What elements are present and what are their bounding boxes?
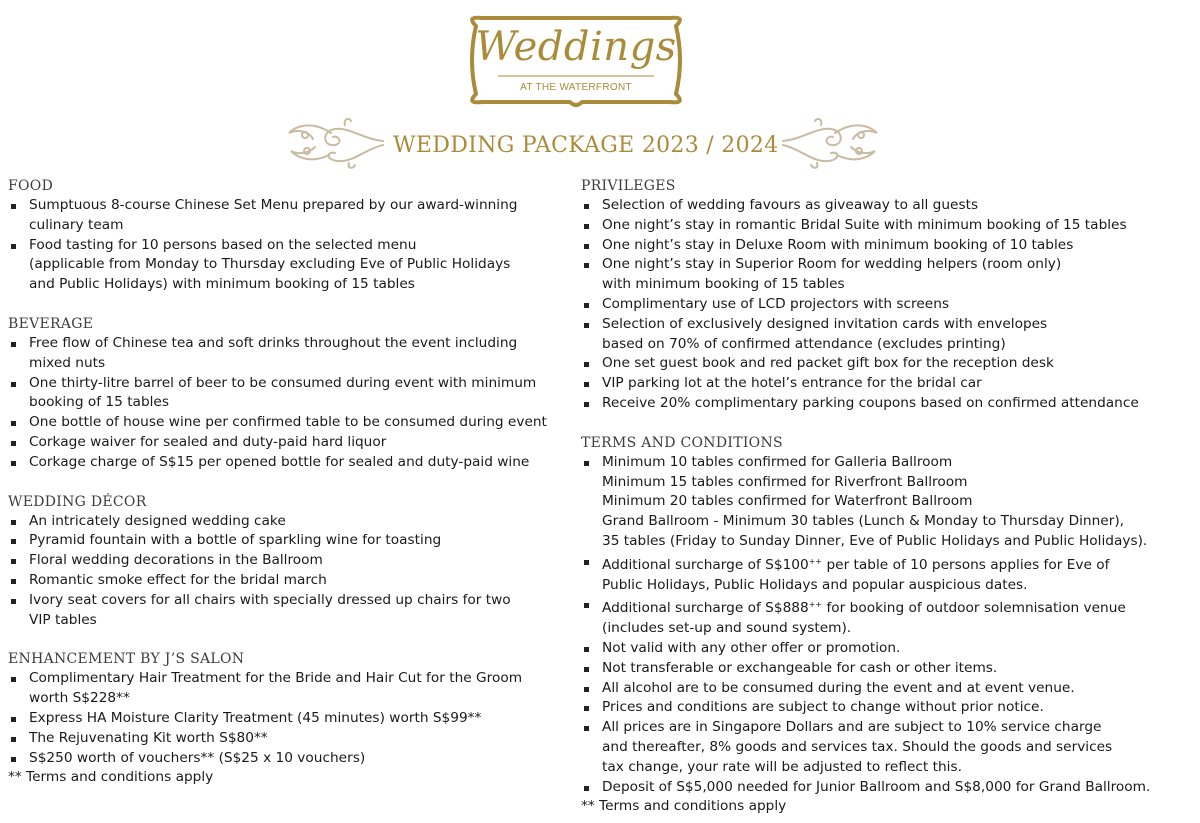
terms-note: ** Terms and conditions apply: [581, 798, 787, 815]
privileges-title: PRIVILEGES: [581, 178, 676, 194]
list-item: [581, 595, 1193, 639]
list-item: One night’s stay in romantic Bridal Suite with minimum booking of 15 tables: [581, 216, 1193, 236]
list-item: Pyramid fountain with a bottle of sparkling wine for toasting: [8, 531, 568, 551]
terms-section: [581, 433, 1193, 817]
beverage-section: [8, 314, 568, 473]
list-item: Corkage waiver for sealed and duty-paid hard liquor: [8, 433, 568, 453]
list-item: Prices and conditions are subject to change without prior notice.: [581, 698, 1193, 718]
list-item: One set guest book and red packet gift box for the reception desk: [581, 354, 1193, 374]
list-item: Deposit of S$5,000 needed for Junior Ballroom and S$8,000 for Grand Ballroom.: [581, 778, 1193, 798]
decor-section: [8, 492, 568, 631]
enhancement-note: ** Terms and conditions apply: [8, 769, 214, 786]
logo-subtitle: AT THE WATERFRONT: [520, 82, 632, 93]
beverage-title: BEVERAGE: [8, 315, 94, 332]
list-item: One thirty-litre barrel of beer to be consumed during event with minimum booking of 15 tables: [8, 374, 568, 414]
plus-plus-mark: ++: [808, 600, 823, 610]
enhancement-title: ENHANCEMENT BY J’S SALON: [8, 651, 245, 668]
list-item: Selection of wedding favours as giveaway to all guests: [581, 196, 1193, 216]
list-item: The Rejuvenating Kit worth S$80**: [8, 729, 568, 749]
list-item: Minimum 10 tables confirmed for Galleria Ballroom Minimum 15 tables confirmed for Riverfront Ballroom Minimum 20 tables confirmed for Waterfront Ballroom Grand Ballroom - Minimum 30 tables (Lunch & Monday to Thursday Dinner), 35 tables (Friday to Sunday Dinner, Eve of Public Holidays and Public Holidays).: [581, 453, 1193, 552]
list-item: Complimentary Hair Treatment for the Bride and Hair Cut for the Groom worth S$228**: [8, 669, 568, 709]
food-title: FOOD: [8, 178, 54, 194]
list-item: Selection of exclusively designed invitation cards with envelopes based on 70% of confirmed attendance (excludes printing): [581, 315, 1193, 355]
outdoor-surcharge-text: Additional surcharge of S$888: [602, 600, 809, 617]
list-item: Express HA Moisture Clarity Treatment (45 minutes) worth S$99**: [8, 709, 568, 729]
weddings-logo: [462, 12, 690, 108]
left-column: [8, 176, 568, 788]
list-item: Receive 20% complimentary parking coupons based on confirmed attendance: [581, 394, 1193, 414]
enhancement-section: [8, 649, 568, 788]
outdoor-surcharge-text: for booking of outdoor solemnisation venue (includes set-up and sound system).: [602, 600, 1126, 637]
list-item: Romantic smoke effect for the bridal march: [8, 571, 568, 591]
enhancement-list: [8, 669, 568, 768]
list-item: Not transferable or exchangeable for cash or other items.: [581, 659, 1193, 679]
beverage-list: [8, 334, 568, 473]
logo-script-text: Weddings: [475, 24, 677, 70]
food-section: [8, 176, 568, 295]
list-item: An intricately designed wedding cake: [8, 512, 568, 532]
list-item: Not valid with any other offer or promotion.: [581, 639, 1193, 659]
list-item: S$250 worth of vouchers** (S$25 x 10 vouchers): [8, 749, 568, 769]
list-item: Free flow of Chinese tea and soft drinks throughout the event including mixed nuts: [8, 334, 568, 374]
list-item: Complimentary use of LCD projectors with screens: [581, 295, 1193, 315]
surcharge-text: Additional surcharge of S$100: [602, 556, 809, 573]
list-item: One night’s stay in Superior Room for wedding helpers (room only) with minimum booking of 15 tables: [581, 255, 1193, 295]
ornamental-flourish-left-icon: [283, 115, 388, 170]
ornamental-flourish-right-icon: [778, 115, 883, 170]
package-title: WEDDING PACKAGE 2023 / 2024: [393, 133, 779, 158]
decor-title: WEDDING DÉCOR: [8, 493, 147, 510]
privileges-list: [581, 196, 1193, 414]
plus-plus-mark: ++: [808, 556, 823, 566]
terms-list: [581, 453, 1193, 798]
list-item: Sumptuous 8-course Chinese Set Menu prepared by our award-winning culinary team: [8, 196, 568, 236]
list-item: All alcohol are to be consumed during the event and at event venue.: [581, 679, 1193, 699]
list-item: One bottle of house wine per confirmed table to be consumed during event: [8, 413, 568, 433]
list-item: One night’s stay in Deluxe Room with minimum booking of 10 tables: [581, 236, 1193, 256]
terms-title: TERMS AND CONDITIONS: [581, 434, 783, 451]
privileges-section: [581, 176, 1193, 414]
list-item: Food tasting for 10 persons based on the selected menu (applicable from Monday to Thursday excluding Eve of Public Holidays and Public Holidays) with minimum booking of 15 tables: [8, 236, 568, 295]
food-list: [8, 196, 568, 295]
decor-list: [8, 512, 568, 631]
surcharge-text: per table of 10 persons applies for Eve of Public Holidays, Public Holidays and popular auspicious dates.: [602, 556, 1110, 593]
list-item: Ivory seat covers for all chairs with specially dressed up chairs for two VIP tables: [8, 591, 568, 631]
list-item: [581, 552, 1193, 596]
right-column: [581, 176, 1193, 817]
list-item: All prices are in Singapore Dollars and are subject to 10% service charge and thereafter, 8% goods and services tax. Should the goods and services tax change, your rate will be adjusted to reflect this.: [581, 718, 1193, 777]
list-item: Corkage charge of S$15 per opened bottle for sealed and duty-paid wine: [8, 453, 568, 473]
list-item: VIP parking lot at the hotel’s entrance for the bridal car: [581, 374, 1193, 394]
list-item: Floral wedding decorations in the Ballroom: [8, 551, 568, 571]
